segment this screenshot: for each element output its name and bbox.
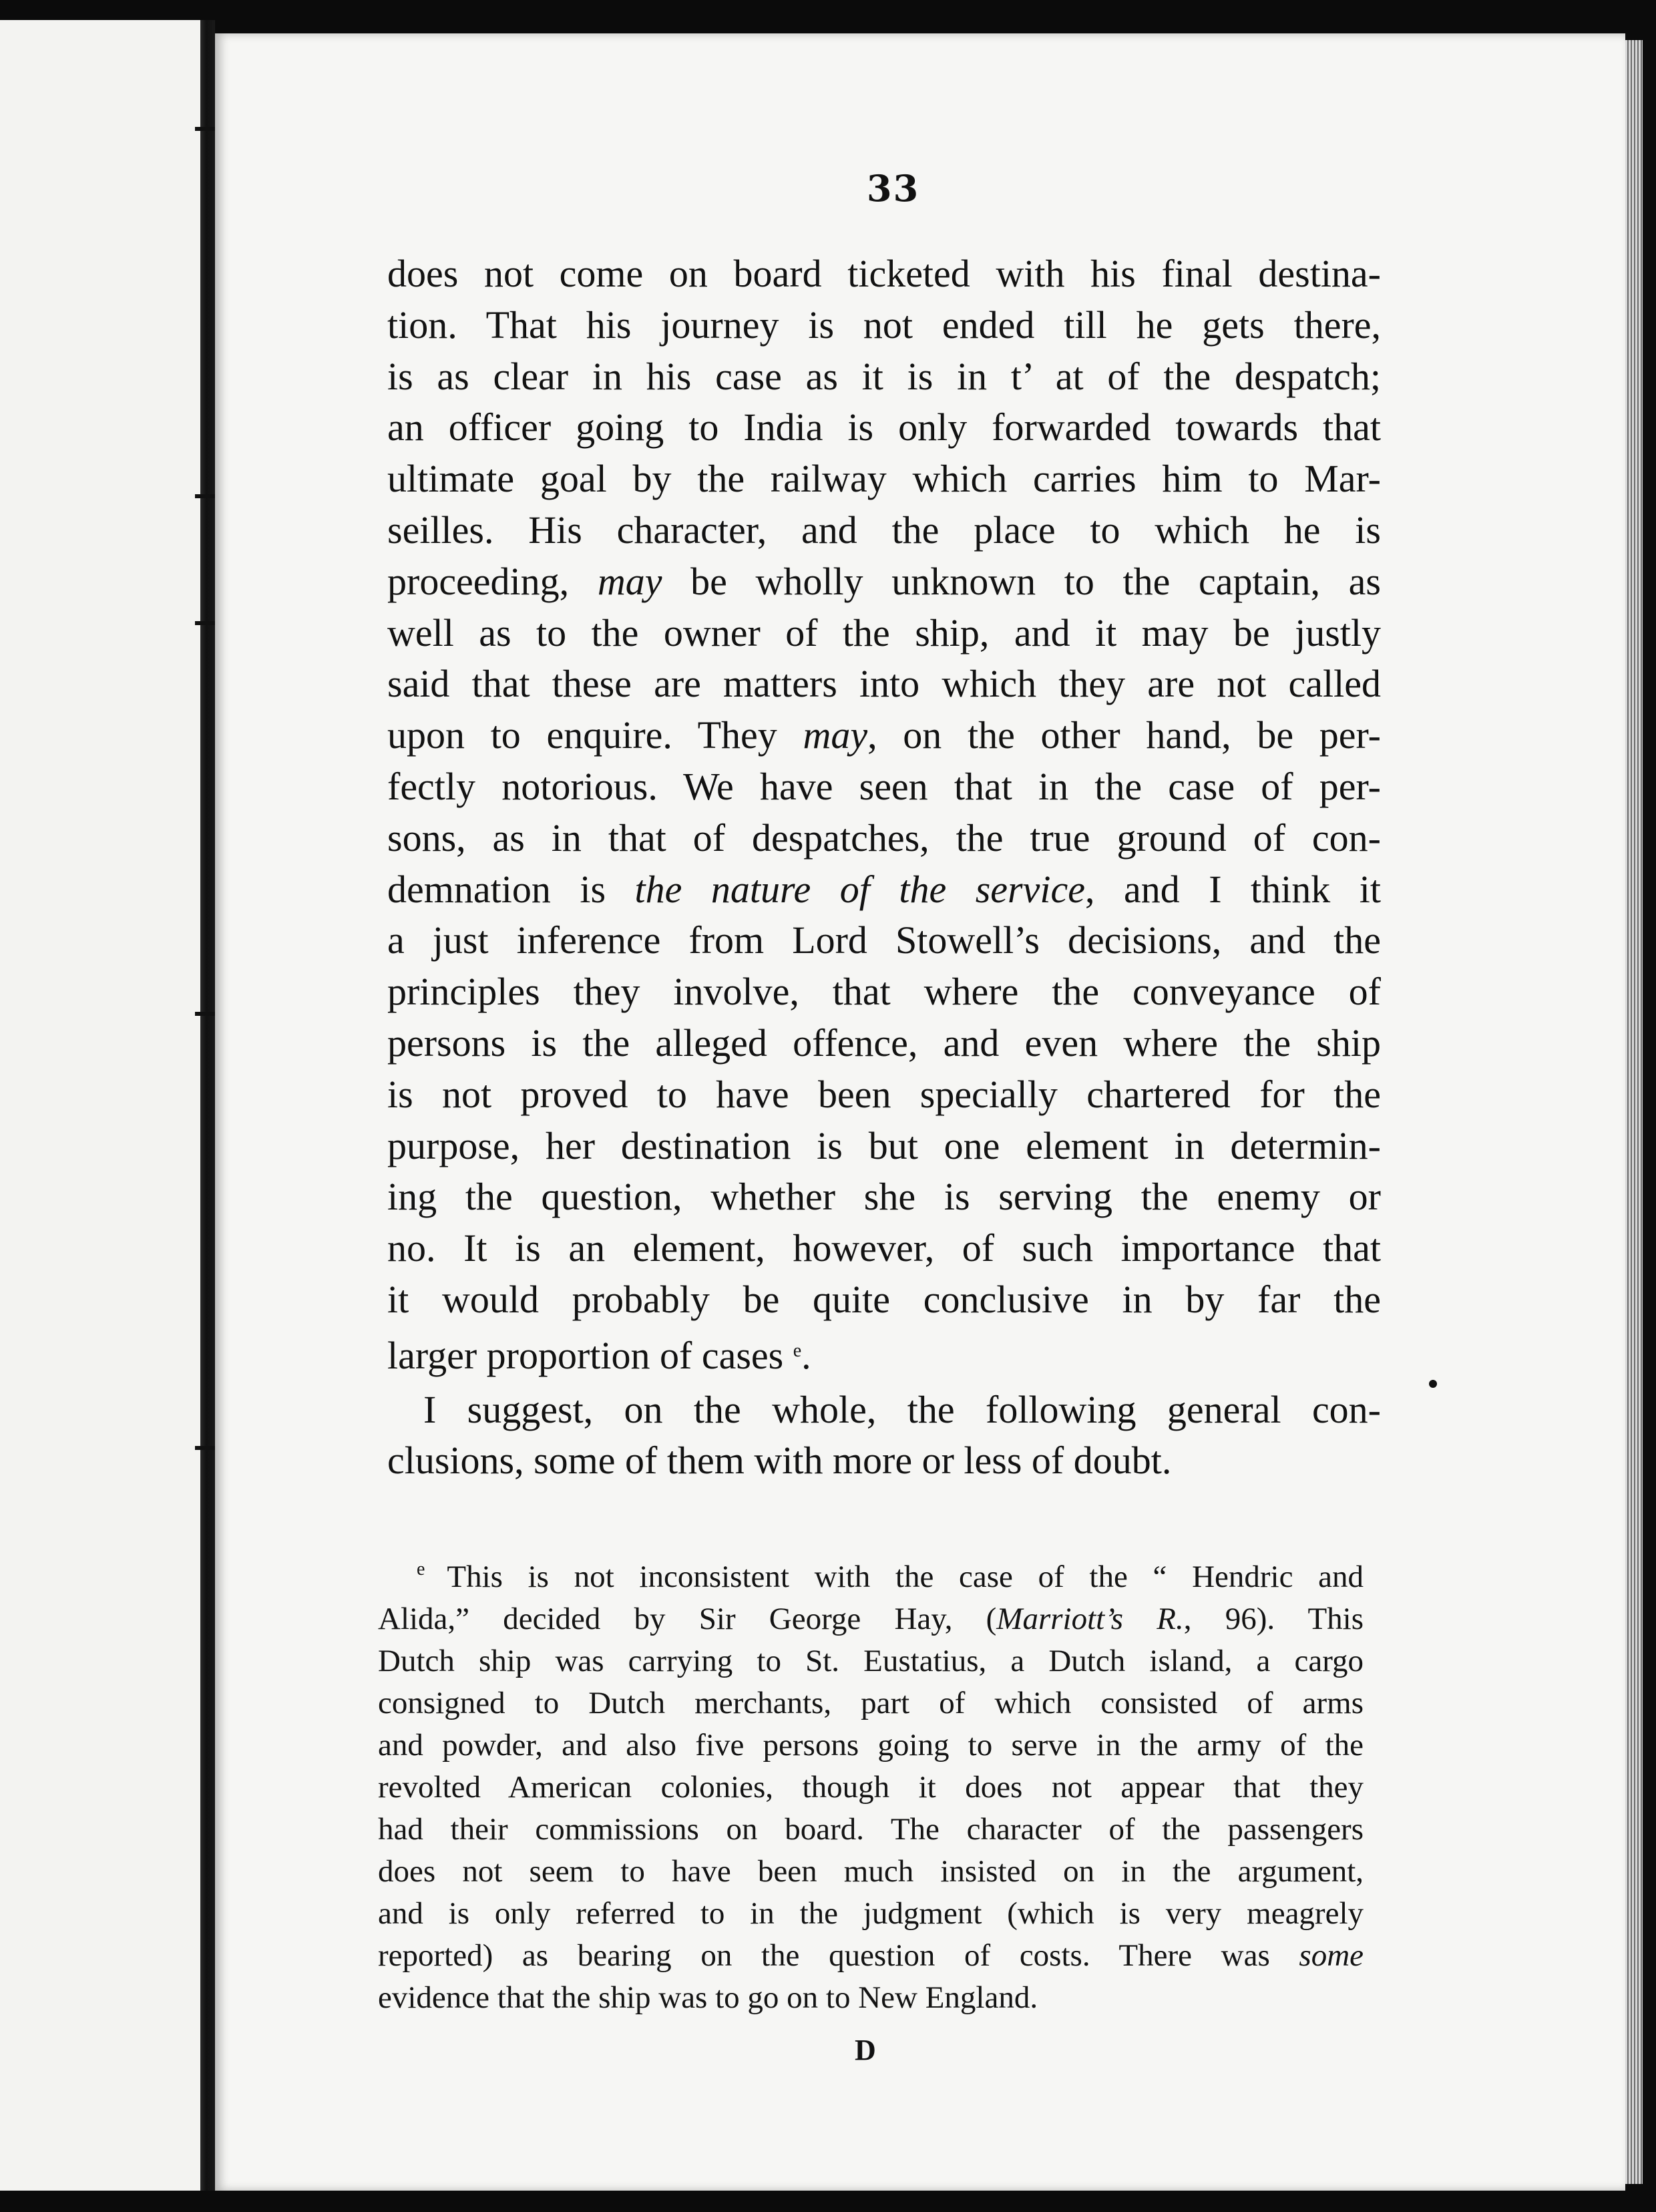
text-line: Alida,” decided by Sir George Hay, (Marriott’s R., 96). This [378,1602,1364,1636]
text-line: sons, as in that of despatches, the true ground of con- [387,815,1381,860]
text-line: proceeding, may be wholly unknown to the captain, as [387,559,1381,603]
text-line: upon to enquire. They may, on the other hand, be per- [387,713,1382,757]
text-line: does not come on board ticketed with his final destina- [387,252,1381,295]
text-line: principles they involve, that where the conveyance of [387,970,1381,1014]
binding-gutter [200,20,215,2191]
text-line: I suggest, on the whole, the following general con- [423,1387,1381,1431]
text-line: tion. That his journey is not ended till he gets there, [387,303,1381,347]
text-line: ing the question, whether she is serving the enemy or [387,1175,1381,1219]
text-line: well as to the owner of the ship, and it may be justly [387,610,1381,655]
text-line: it would probably be quite conclusive in by far the [387,1277,1381,1321]
text-line: a just inference from Lord Stowell’s decisions, and the [387,918,1381,962]
text-line: demnation is the nature of the service, and I think it [387,867,1382,911]
text-line: reported) as bearing on the question of costs. There was some [378,1938,1364,1973]
text-line: no. It is an element, however, of such importance that [387,1226,1381,1270]
footnote-reference: e [793,1340,802,1361]
text-line: and powder, and also five persons going to serve in the army of the [378,1728,1364,1763]
paragraph [387,1385,1381,1487]
text-line: ultimate goal by the railway which carries him to Mar- [387,457,1381,501]
text-line: consigned to Dutch merchants, part of which consisted of arms [378,1686,1364,1720]
text-line: $^e$ This is not inconsistent with the case of the “ Hendric and [417,1559,1364,1594]
text-line: persons is the alleged offence, and even where the ship [387,1021,1381,1065]
main-text [387,248,1381,1487]
text-line: does not seem to have been much insisted on in the argument, [378,1854,1364,1889]
text-line: evidence that the ship was to go on to New England. [378,1980,1038,2015]
text-line: and is only referred to in the judgment (which is very meagrely [378,1896,1364,1931]
footnote-marker: e [417,1559,447,1580]
text-line: clusions, some of them with more or less of doubt. [387,1439,1172,1483]
text-line: purpose, her destination is but one element in determin- [387,1123,1381,1167]
text-line: said that these are matters into which they are not called [387,662,1381,706]
speck [1429,1380,1437,1388]
text-line: had their commissions on board. The character of the passengers [378,1812,1364,1847]
footnote-text [378,1548,1364,2019]
page-number: 33 [867,167,920,210]
footnote [378,1548,1364,2019]
signature-mark: D [855,2034,876,2066]
text-line: is as clear in his case as it is in t’ at of the despatch; [387,354,1381,398]
text-line: seilles. His character, and the place to which he is [387,508,1381,552]
facing-page-edge [0,20,200,2191]
text-line: an officer going to India is only forwarded towards that [387,405,1381,449]
text-line: is not proved to have been specially chartered for the [387,1072,1381,1116]
text-line: Dutch ship was carrying to St. Eustatius, a Dutch island, a cargo [378,1644,1364,1678]
page-stack-edge [1625,40,1643,2184]
text-line: revolted American colonies, though it does not appear that they [378,1770,1364,1805]
text-line: larger proportion of cases $^e$. [387,1333,811,1377]
text-line: fectly notorious. We have seen that in the case of per- [387,764,1381,808]
paragraph [387,248,1381,1382]
